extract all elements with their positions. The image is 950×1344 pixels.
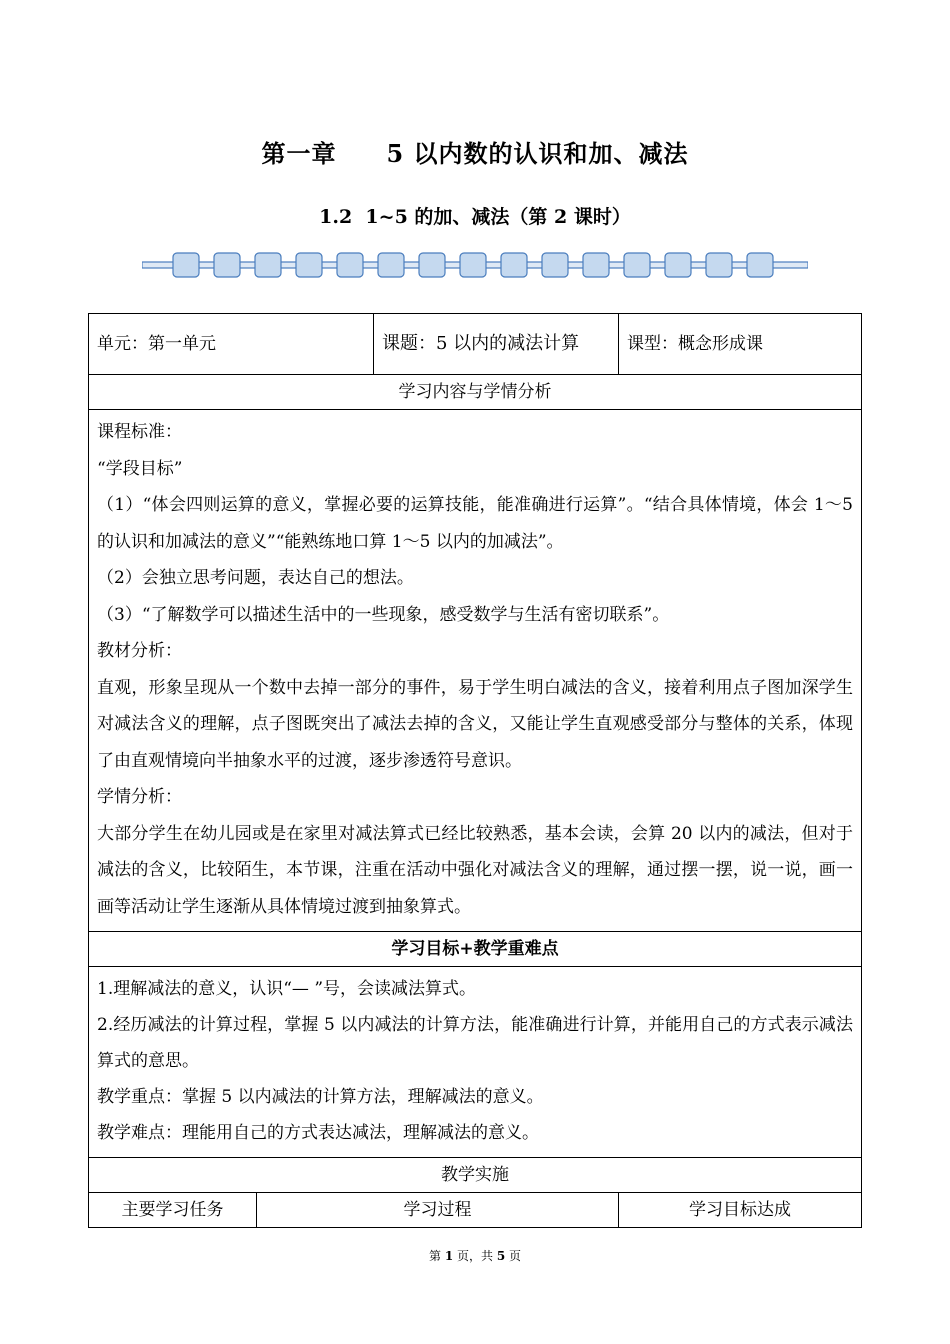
textbook-text: 直观，形象呈现从一个数中去掉一部分的事件，易于学生明白减法的含义，接着利用点子图加深学生对减法含义的理解，点子图既突出了减法去掉的含义，又能让学生直观感受部分与整体的关系，体现了由直观情境向半抽象水平的过渡，逐步渗透符号意识。: [97, 677, 853, 771]
divider-bead: [296, 253, 322, 277]
chapter-title: 第一章 5 以内数的认识和加、减法: [261, 139, 689, 168]
standard-item-2: （2）会独立思考问题，表达自己的想法。: [97, 568, 414, 588]
goals-heading: 学习目标+教学重难点: [89, 932, 862, 967]
divider-bead: [460, 253, 486, 277]
divider-bead: [583, 253, 609, 277]
col-main-task: 主要学习任务: [89, 1193, 257, 1228]
lesson-plan-table: [88, 313, 862, 1228]
total-pages: 5: [496, 1249, 506, 1263]
footer-prefix: 第: [428, 1249, 445, 1263]
divider-bead: [214, 253, 240, 277]
topic-cell: 课题：5 以内的减法计算: [374, 314, 619, 375]
header-row: [89, 314, 862, 375]
type-cell: 课型：概念形成课: [619, 314, 862, 375]
analysis-heading: 学习内容与学情分析: [89, 375, 862, 410]
lesson-title: 1.2 1~5 的加、减法（第 2 课时）: [319, 206, 631, 228]
difficulty: 教学难点：理能用自己的方式表达减法，理解减法的意义。: [97, 1123, 539, 1143]
divider-bead: [337, 253, 363, 277]
implementation-heading: 教学实施: [89, 1158, 862, 1193]
divider-bead: [706, 253, 732, 277]
divider-bead: [501, 253, 527, 277]
col-process: 学习过程: [257, 1193, 619, 1228]
standard-item-1: （1）“体会四则运算的意义，掌握必要的运算技能，能准确进行运算”。“结合具体情境，体会 1～5 的认识和加减法的意义”“能熟练地口算 1～5 以内的加减法”。: [97, 495, 853, 552]
divider-bead: [173, 253, 199, 277]
divider-bead: [419, 253, 445, 277]
standard-item-3: （3）“了解数学可以描述生活中的一些现象，感受数学与生活有密切联系”。: [97, 604, 670, 625]
unit-cell: 单元：第一单元: [89, 314, 374, 375]
divider-bead: [378, 253, 404, 277]
bead-divider: [142, 251, 808, 279]
goal-2: 2.经历减法的计算过程，掌握 5 以内减法的计算方法，能准确进行计算，并能用自己的方式表示减法算式的意思。: [97, 1015, 853, 1071]
divider-bead: [747, 253, 773, 277]
key-point: 教学重点：掌握 5 以内减法的计算方法，理解减法的意义。: [97, 1087, 544, 1107]
current-page: 1: [444, 1249, 454, 1263]
standard-label: 课程标准：: [97, 422, 182, 442]
stage-goal: “学段目标”: [97, 458, 183, 479]
col-achievement: 学习目标达成: [619, 1193, 862, 1228]
page-footer: [0, 1247, 950, 1264]
analysis-content: [89, 410, 862, 932]
divider-bead: [624, 253, 650, 277]
divider-bead: [665, 253, 691, 277]
divider-bead: [255, 253, 281, 277]
student-text: 大部分学生在幼儿园或是在家里对减法算式已经比较熟悉，基本会读，会算 20 以内的减法，但对于减法的含义，比较陌生，本节课，注重在活动中强化对减法含义的理解，通过摆一摆，说一说，画一画等活动让学生逐渐从具体情境过渡到抽象算式。: [97, 823, 854, 917]
divider-bead: [542, 253, 568, 277]
footer-middle: 页，共: [453, 1249, 497, 1263]
goals-content: [89, 967, 862, 1158]
footer-suffix: 页: [505, 1249, 521, 1263]
goal-1: 1.理解减法的意义，认识“— ”号，会读减法算式。: [97, 979, 477, 999]
student-label: 学情分析：: [97, 787, 182, 807]
textbook-label: 教材分析：: [97, 641, 182, 661]
